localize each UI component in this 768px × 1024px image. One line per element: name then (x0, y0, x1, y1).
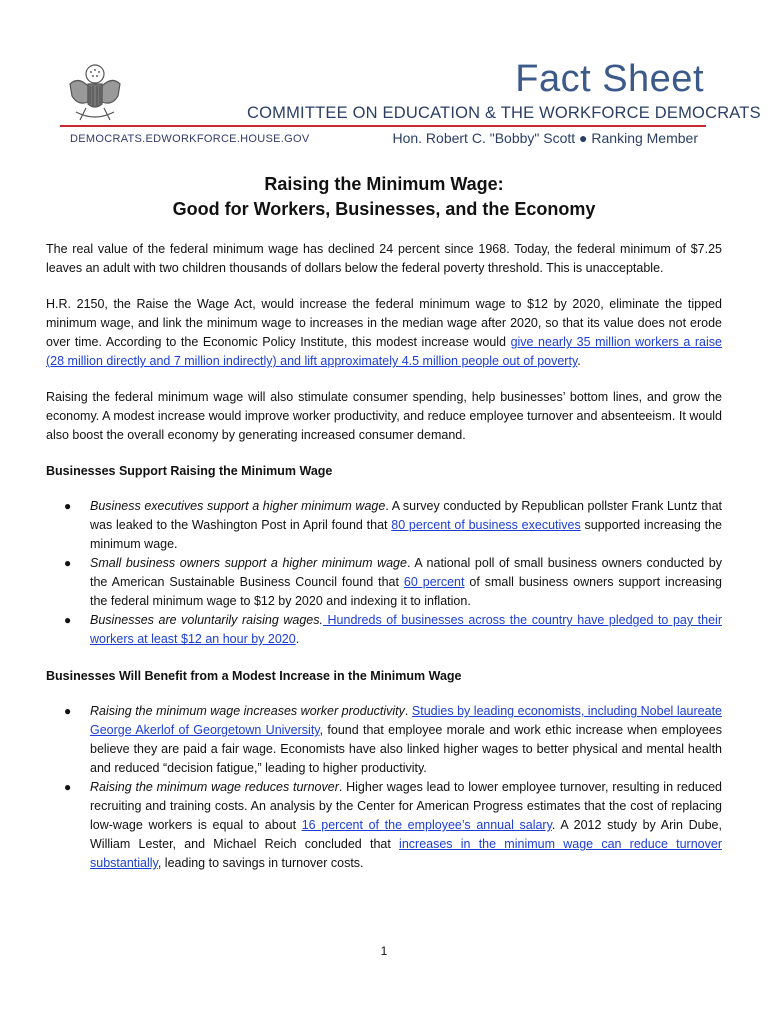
item-text-after: . A 2012 study by Arin Dube, William Lester, and Michael Reich concluded that (90, 818, 722, 851)
item-text-after: of small business owners support increasing the federal minimum wage to $12 by 2020 and indexing it to inflation. (90, 575, 722, 608)
bullet-icon: ● (64, 556, 72, 570)
title-line-2: Good for Workers, Businesses, and the Economy (172, 199, 596, 219)
akerlof-studies-link[interactable]: Studies by leading economists, including Nobel laureate George Akerlof of Georgetown University (90, 704, 722, 737)
bullet-icon: ● (64, 780, 72, 794)
section-2-heading: Businesses Will Benefit from a Modest Increase in the Minimum Wage (46, 669, 462, 683)
document-body (46, 172, 722, 891)
page-number: 1 (380, 944, 388, 958)
eagle-seal-icon (66, 62, 124, 124)
paragraph-2-text: H.R. 2150, the Raise the Wage Act, would increase the federal minimum wage to $12 by 2020, eliminate the tipped minimum wage, and link the minimum wage to increases in the median wage after 2020, so that its value does not erode over time. According to the Economic Policy Institute, this modest increase would (46, 297, 722, 349)
section-1-heading: Businesses Support Raising the Minimum Wage (46, 464, 333, 478)
header-divider (60, 125, 706, 127)
paragraph-1: The real value of the federal minimum wage has declined 24 percent since 1968. Today, the federal minimum of $7.25 leaves an adult with two children thousands of dollars below the federal poverty threshold. This is unacceptable. (46, 242, 722, 275)
ranking-member: Hon. Robert C. "Bobby" Scott ● Ranking Member (392, 130, 698, 146)
paragraph-2 (46, 295, 722, 371)
list-item (46, 497, 722, 554)
item-lead: Raising the minimum wage reduces turnover (90, 780, 339, 794)
item-text: . (404, 704, 412, 718)
website-link[interactable]: DEMOCRATS.EDWORKFORCE.HOUSE.GOV (70, 133, 310, 145)
businesses-pledge-link[interactable]: Hundreds of businesses across the country have pledged to pay their workers at least $12 an hour by 2020 (90, 613, 722, 646)
item-text-after: supported increasing the minimum wage. (90, 518, 722, 551)
list-item (46, 778, 722, 873)
section-1-list (46, 497, 722, 649)
committee-name: COMMITTEE ON EDUCATION & THE WORKFORCE DEMOCRATS (247, 104, 761, 122)
paragraph-3: Raising the federal minimum wage will also stimulate consumer spending, help businesses’ bottom lines, and grow the economy. A modest increase would improve worker productivity, and reduce employee turnover and absenteeism. It would also boost the overall economy by generating increased consumer demand. (46, 390, 722, 442)
section-2-list (46, 702, 722, 873)
list-item (46, 554, 722, 611)
title-line-1: Raising the Minimum Wage: (264, 174, 504, 194)
item-text: . A national poll of small business owners conducted by the American Sustainable Business Council found that (90, 556, 722, 589)
paragraph-2-end: . (577, 354, 581, 368)
annual-salary-link[interactable]: 16 percent of the employee’s annual salary (301, 818, 552, 832)
item-text: . A survey conducted by Republican pollster Frank Luntz that was leaked to the Washington Post in April found that (90, 499, 722, 532)
item-lead: Businesses are voluntarily raising wages. (90, 613, 323, 627)
bullet-icon: ● (64, 499, 72, 513)
document-title (46, 172, 722, 222)
bullet-icon: ● (64, 613, 72, 627)
item-text: . Higher wages lead to lower employee turnover, resulting in reduced recruiting and training costs. An analysis by the Center for American Progress estimates that the cost of replacing low-wage workers is equal to about (90, 780, 722, 832)
item-text-after: . (295, 632, 300, 646)
list-item (46, 702, 722, 778)
turnover-study-link[interactable]: increases in the minimum wage can reduce turnover substantially (90, 837, 722, 870)
item-lead: Raising the minimum wage increases worker productivity (90, 704, 405, 718)
epi-link[interactable]: give nearly 35 million workers a raise (28 million directly and 7 million indirectly) and lift approximately 4.5 million people out of poverty (46, 335, 722, 368)
item-text-end: , leading to savings in turnover costs. (157, 856, 364, 870)
executives-link[interactable]: 80 percent of business executives (391, 518, 581, 532)
list-item (46, 611, 722, 649)
item-lead: Business executives support a higher minimum wage (90, 499, 386, 513)
item-lead: Small business owners support a higher minimum wage (90, 556, 407, 570)
fact-sheet-title: Fact Sheet (515, 58, 704, 100)
sixty-percent-link[interactable]: 60 percent (403, 575, 465, 589)
item-text-after: , found that employee morale and work ethic increase when employees believe they are paid a fair wage. Economists have also linked higher wages to better physical and mental health and reduced “decision fatigue,” leading to higher productivity. (90, 723, 722, 775)
bullet-icon: ● (64, 704, 72, 718)
